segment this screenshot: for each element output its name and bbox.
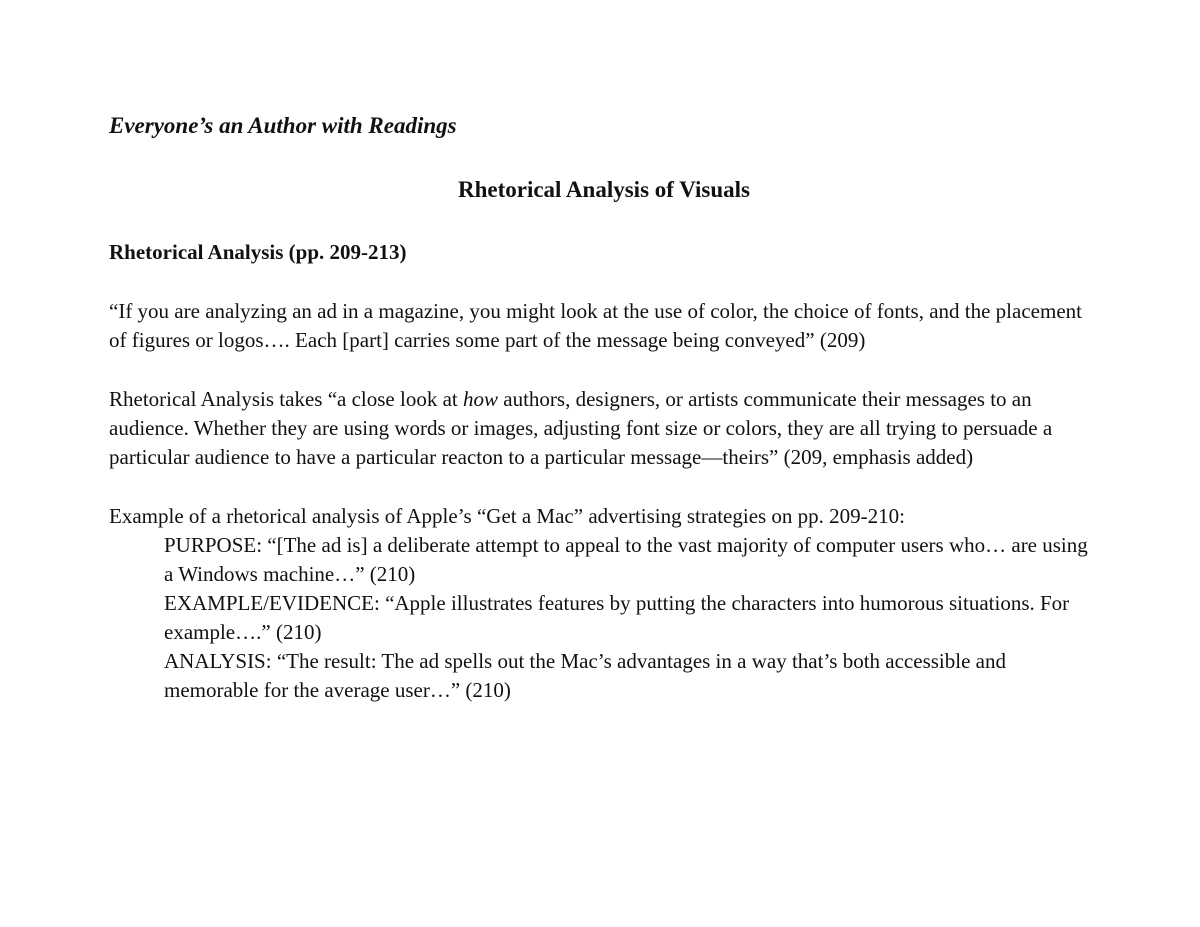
example-item-purpose: PURPOSE: “[The ad is] a deliberate attempt to appeal to the vast majority of computer users who… are using a Windows machine…” (210) <box>164 533 1088 586</box>
section-heading: Rhetorical Analysis (pp. 209-213) <box>109 240 407 264</box>
definition-paragraph <box>109 385 1099 472</box>
document-page <box>109 111 1099 705</box>
example-intro: Example of a rhetorical analysis of Apple’s “Get a Mac” advertising strategies on pp. 209-210: <box>109 504 906 528</box>
example-block <box>109 502 1099 705</box>
example-item-analysis: ANALYSIS: “The result: The ad spells out the Mac’s advantages in a way that’s both accessible and memorable for the average user…” (210) <box>164 649 1006 702</box>
definition-text-end: authors, designers, or artists communicate their messages to an audience. Whether they are using words or images, adjusting font size or colors, they are all trying to persuade a particular audience to have a particular reacton to a particular message—theirs” (209, emphasis added) <box>109 387 1053 469</box>
definition-text-start: Rhetorical Analysis takes “a close look at <box>109 387 463 411</box>
quote-paragraph: “If you are analyzing an ad in a magazine, you might look at the use of color, the choice of fonts, and the placement of figures or logos…. Each [part] carries some part of the message being conveyed” (209) <box>109 299 1082 352</box>
document-title: Rhetorical Analysis of Visuals <box>457 177 750 202</box>
book-title: Everyone’s an Author with Readings <box>109 113 457 138</box>
example-item-evidence: EXAMPLE/EVIDENCE: “Apple illustrates features by putting the characters into humorous situations. For example….” (210) <box>164 591 1070 644</box>
definition-emphasis: how <box>463 387 499 411</box>
